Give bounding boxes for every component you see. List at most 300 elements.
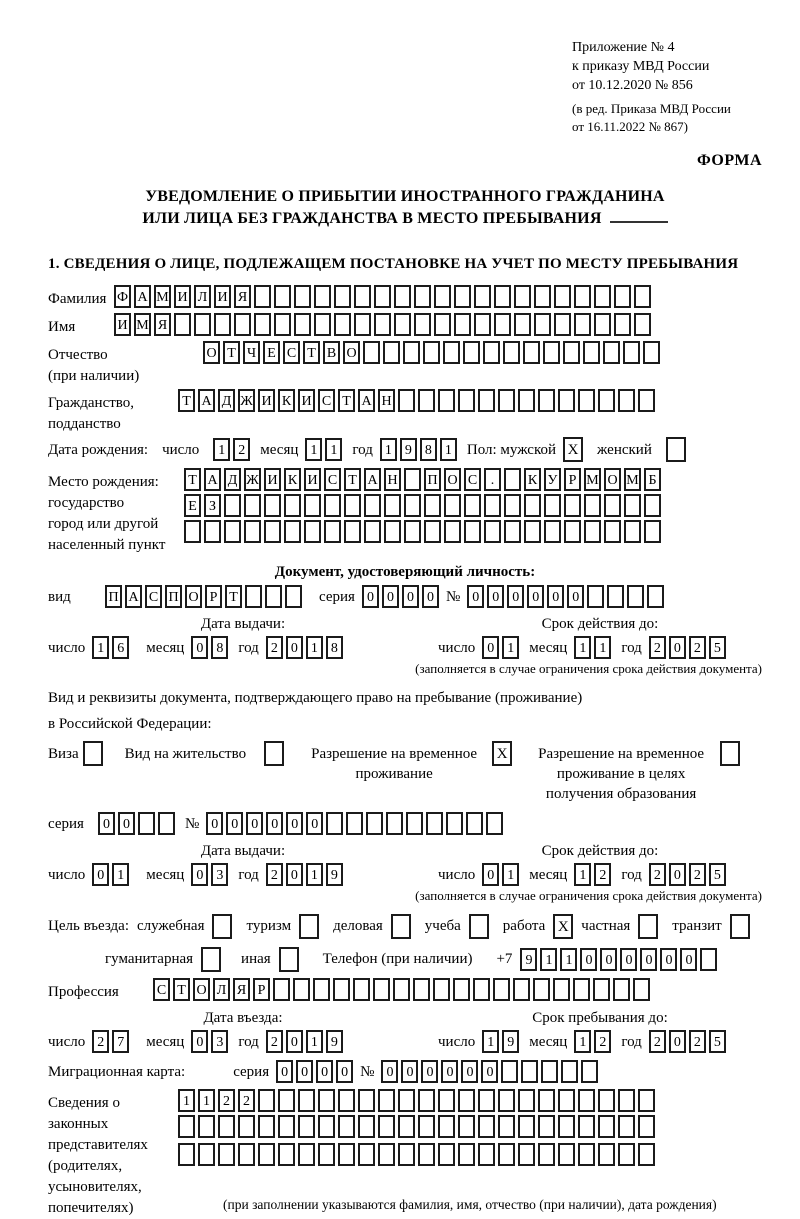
char-cell[interactable]: 2 <box>92 1030 109 1053</box>
purpose-official-checkbox[interactable] <box>212 914 232 939</box>
char-cell[interactable]: С <box>464 468 481 491</box>
char-cell[interactable]: 8 <box>326 636 343 659</box>
char-cell[interactable] <box>406 812 423 835</box>
purpose-humanitarian-checkbox[interactable] <box>201 947 221 972</box>
char-cell[interactable] <box>587 585 604 608</box>
char-cell[interactable]: 2 <box>266 863 283 886</box>
char-cell[interactable] <box>561 1060 578 1083</box>
char-cell[interactable] <box>344 520 361 543</box>
char-cell[interactable]: О <box>604 468 621 491</box>
char-cell[interactable] <box>498 1115 515 1138</box>
char-cell[interactable] <box>354 285 371 308</box>
char-cell[interactable] <box>484 520 501 543</box>
char-cell[interactable] <box>214 313 231 336</box>
char-cell[interactable] <box>638 1089 655 1112</box>
char-cell[interactable]: Ж <box>244 468 261 491</box>
char-cell[interactable]: 1 <box>305 438 322 461</box>
char-cell[interactable] <box>534 313 551 336</box>
char-cell[interactable] <box>184 520 201 543</box>
char-cell[interactable] <box>338 1089 355 1112</box>
char-cell[interactable] <box>373 978 390 1001</box>
char-cell[interactable] <box>398 1089 415 1112</box>
char-cell[interactable] <box>463 341 480 364</box>
char-cell[interactable]: 0 <box>669 636 686 659</box>
char-cell[interactable] <box>514 313 531 336</box>
char-cell[interactable] <box>234 313 251 336</box>
char-cell[interactable]: 1 <box>574 1030 591 1053</box>
char-cell[interactable]: А <box>364 468 381 491</box>
char-cell[interactable] <box>494 285 511 308</box>
char-cell[interactable] <box>274 285 291 308</box>
char-cell[interactable] <box>438 1115 455 1138</box>
char-cell[interactable] <box>647 585 664 608</box>
char-cell[interactable] <box>254 313 271 336</box>
char-cell[interactable]: 0 <box>422 585 439 608</box>
char-cell[interactable]: 0 <box>286 863 303 886</box>
char-cell[interactable] <box>624 520 641 543</box>
char-cell[interactable] <box>538 1089 555 1112</box>
char-cell[interactable]: 0 <box>276 1060 293 1083</box>
char-cell[interactable]: 3 <box>211 1030 228 1053</box>
char-cell[interactable] <box>318 1115 335 1138</box>
char-cell[interactable] <box>594 313 611 336</box>
char-cell[interactable]: 0 <box>669 1030 686 1053</box>
char-cell[interactable]: 0 <box>286 636 303 659</box>
char-cell[interactable] <box>604 494 621 517</box>
char-cell[interactable]: 0 <box>191 1030 208 1053</box>
char-cell[interactable]: 2 <box>218 1089 235 1112</box>
char-cell[interactable]: П <box>165 585 182 608</box>
purpose-other-checkbox[interactable] <box>279 947 299 972</box>
char-cell[interactable] <box>346 812 363 835</box>
char-cell[interactable] <box>446 812 463 835</box>
char-cell[interactable] <box>524 520 541 543</box>
char-cell[interactable]: И <box>214 285 231 308</box>
char-cell[interactable]: 0 <box>620 948 637 971</box>
char-cell[interactable]: 9 <box>520 948 537 971</box>
char-cell[interactable] <box>394 285 411 308</box>
char-cell[interactable]: 2 <box>266 1030 283 1053</box>
char-cell[interactable]: Т <box>178 389 195 412</box>
char-cell[interactable]: К <box>278 389 295 412</box>
char-cell[interactable] <box>264 494 281 517</box>
char-cell[interactable]: О <box>193 978 210 1001</box>
char-cell[interactable] <box>564 520 581 543</box>
char-cell[interactable]: О <box>343 341 360 364</box>
char-cell[interactable]: Р <box>564 468 581 491</box>
char-cell[interactable] <box>418 1115 435 1138</box>
char-cell[interactable]: 5 <box>709 1030 726 1053</box>
char-cell[interactable] <box>634 285 651 308</box>
char-cell[interactable]: Д <box>224 468 241 491</box>
char-cell[interactable] <box>434 313 451 336</box>
char-cell[interactable]: 0 <box>567 585 584 608</box>
char-cell[interactable]: 0 <box>316 1060 333 1083</box>
char-cell[interactable] <box>538 1115 555 1138</box>
char-cell[interactable] <box>378 1089 395 1112</box>
char-cell[interactable] <box>333 978 350 1001</box>
char-cell[interactable] <box>618 1089 635 1112</box>
char-cell[interactable] <box>245 585 262 608</box>
char-cell[interactable] <box>393 978 410 1001</box>
char-cell[interactable] <box>633 978 650 1001</box>
char-cell[interactable]: Т <box>184 468 201 491</box>
char-cell[interactable]: 0 <box>600 948 617 971</box>
char-cell[interactable]: 2 <box>689 1030 706 1053</box>
char-cell[interactable] <box>284 494 301 517</box>
char-cell[interactable]: А <box>134 285 151 308</box>
char-cell[interactable] <box>178 1115 195 1138</box>
char-cell[interactable] <box>604 520 621 543</box>
char-cell[interactable] <box>543 341 560 364</box>
purpose-transit-checkbox[interactable] <box>730 914 750 939</box>
char-cell[interactable] <box>224 520 241 543</box>
char-cell[interactable] <box>594 285 611 308</box>
char-cell[interactable]: 0 <box>191 863 208 886</box>
char-cell[interactable] <box>318 1089 335 1112</box>
char-cell[interactable]: 8 <box>420 438 437 461</box>
char-cell[interactable] <box>258 1089 275 1112</box>
char-cell[interactable] <box>458 1115 475 1138</box>
char-cell[interactable] <box>194 313 211 336</box>
char-cell[interactable]: О <box>444 468 461 491</box>
char-cell[interactable] <box>358 1115 375 1138</box>
char-cell[interactable]: 1 <box>440 438 457 461</box>
char-cell[interactable]: 1 <box>198 1089 215 1112</box>
char-cell[interactable]: 5 <box>709 636 726 659</box>
char-cell[interactable]: . <box>484 468 501 491</box>
char-cell[interactable]: М <box>134 313 151 336</box>
char-cell[interactable] <box>258 1115 275 1138</box>
char-cell[interactable]: М <box>624 468 641 491</box>
char-cell[interactable]: 1 <box>482 1030 499 1053</box>
char-cell[interactable]: К <box>284 468 301 491</box>
char-cell[interactable]: 0 <box>547 585 564 608</box>
char-cell[interactable] <box>513 978 530 1001</box>
char-cell[interactable]: П <box>105 585 122 608</box>
char-cell[interactable] <box>293 978 310 1001</box>
char-cell[interactable] <box>554 285 571 308</box>
char-cell[interactable]: 0 <box>246 812 263 835</box>
char-cell[interactable] <box>353 978 370 1001</box>
char-cell[interactable]: Т <box>173 978 190 1001</box>
char-cell[interactable] <box>158 812 175 835</box>
char-cell[interactable]: 0 <box>362 585 379 608</box>
char-cell[interactable] <box>304 494 321 517</box>
char-cell[interactable] <box>294 285 311 308</box>
char-cell[interactable] <box>504 494 521 517</box>
char-cell[interactable]: Е <box>263 341 280 364</box>
char-cell[interactable]: Л <box>213 978 230 1001</box>
char-cell[interactable]: 1 <box>178 1089 195 1112</box>
char-cell[interactable] <box>474 313 491 336</box>
char-cell[interactable] <box>473 978 490 1001</box>
char-cell[interactable] <box>504 468 521 491</box>
char-cell[interactable]: 0 <box>226 812 243 835</box>
char-cell[interactable] <box>643 341 660 364</box>
char-cell[interactable]: С <box>324 468 341 491</box>
char-cell[interactable] <box>383 341 400 364</box>
char-cell[interactable] <box>524 494 541 517</box>
char-cell[interactable] <box>264 520 281 543</box>
char-cell[interactable] <box>574 285 591 308</box>
char-cell[interactable]: Т <box>344 468 361 491</box>
char-cell[interactable]: 1 <box>502 863 519 886</box>
char-cell[interactable] <box>554 313 571 336</box>
char-cell[interactable]: Т <box>338 389 355 412</box>
char-cell[interactable]: З <box>204 494 221 517</box>
char-cell[interactable]: Т <box>225 585 242 608</box>
char-cell[interactable]: 0 <box>92 863 109 886</box>
char-cell[interactable]: 2 <box>266 636 283 659</box>
char-cell[interactable]: 0 <box>296 1060 313 1083</box>
char-cell[interactable] <box>478 1089 495 1112</box>
char-cell[interactable] <box>644 520 661 543</box>
char-cell[interactable] <box>404 468 421 491</box>
char-cell[interactable] <box>438 389 455 412</box>
char-cell[interactable]: 0 <box>191 636 208 659</box>
char-cell[interactable] <box>284 520 301 543</box>
char-cell[interactable] <box>384 494 401 517</box>
char-cell[interactable] <box>424 494 441 517</box>
char-cell[interactable] <box>398 1115 415 1138</box>
char-cell[interactable] <box>503 341 520 364</box>
char-cell[interactable] <box>498 1089 515 1112</box>
char-cell[interactable] <box>523 341 540 364</box>
char-cell[interactable]: 1 <box>306 1030 323 1053</box>
char-cell[interactable] <box>618 389 635 412</box>
char-cell[interactable] <box>433 978 450 1001</box>
char-cell[interactable]: В <box>323 341 340 364</box>
char-cell[interactable] <box>285 585 302 608</box>
char-cell[interactable]: 2 <box>238 1089 255 1112</box>
char-cell[interactable] <box>464 494 481 517</box>
char-cell[interactable]: 0 <box>482 863 499 886</box>
char-cell[interactable]: А <box>125 585 142 608</box>
char-cell[interactable] <box>174 313 191 336</box>
char-cell[interactable] <box>423 341 440 364</box>
char-cell[interactable]: 0 <box>286 812 303 835</box>
char-cell[interactable] <box>618 1115 635 1138</box>
char-cell[interactable]: 2 <box>649 863 666 886</box>
char-cell[interactable]: Ф <box>114 285 131 308</box>
char-cell[interactable] <box>521 1060 538 1083</box>
char-cell[interactable] <box>614 313 631 336</box>
char-cell[interactable] <box>314 313 331 336</box>
char-cell[interactable]: 0 <box>306 812 323 835</box>
char-cell[interactable] <box>244 494 261 517</box>
char-cell[interactable]: 0 <box>118 812 135 835</box>
char-cell[interactable] <box>394 313 411 336</box>
char-cell[interactable] <box>324 520 341 543</box>
char-cell[interactable] <box>254 285 271 308</box>
sex-female-checkbox[interactable] <box>666 437 686 462</box>
char-cell[interactable] <box>454 285 471 308</box>
char-cell[interactable] <box>338 1115 355 1138</box>
char-cell[interactable] <box>534 285 551 308</box>
char-cell[interactable] <box>504 520 521 543</box>
char-cell[interactable]: О <box>185 585 202 608</box>
char-cell[interactable] <box>644 494 661 517</box>
sex-male-checkbox[interactable]: X <box>563 437 583 462</box>
char-cell[interactable]: 1 <box>574 863 591 886</box>
char-cell[interactable]: 0 <box>381 1060 398 1083</box>
char-cell[interactable] <box>573 978 590 1001</box>
char-cell[interactable] <box>634 313 651 336</box>
char-cell[interactable] <box>218 1115 235 1138</box>
char-cell[interactable]: 0 <box>336 1060 353 1083</box>
char-cell[interactable] <box>558 1115 575 1138</box>
char-cell[interactable] <box>558 389 575 412</box>
char-cell[interactable] <box>444 494 461 517</box>
char-cell[interactable]: Я <box>233 978 250 1001</box>
char-cell[interactable]: И <box>264 468 281 491</box>
char-cell[interactable] <box>414 285 431 308</box>
char-cell[interactable]: 6 <box>112 636 129 659</box>
char-cell[interactable]: 0 <box>507 585 524 608</box>
char-cell[interactable] <box>541 1060 558 1083</box>
char-cell[interactable]: 0 <box>640 948 657 971</box>
char-cell[interactable] <box>453 978 470 1001</box>
char-cell[interactable]: 1 <box>560 948 577 971</box>
char-cell[interactable] <box>493 978 510 1001</box>
char-cell[interactable] <box>563 341 580 364</box>
char-cell[interactable] <box>386 812 403 835</box>
char-cell[interactable]: И <box>298 389 315 412</box>
char-cell[interactable] <box>544 494 561 517</box>
char-cell[interactable] <box>458 1089 475 1112</box>
char-cell[interactable]: 0 <box>266 812 283 835</box>
char-cell[interactable] <box>334 313 351 336</box>
char-cell[interactable]: Л <box>194 285 211 308</box>
char-cell[interactable] <box>581 1060 598 1083</box>
char-cell[interactable]: 0 <box>421 1060 438 1083</box>
char-cell[interactable] <box>244 520 261 543</box>
char-cell[interactable]: М <box>584 468 601 491</box>
char-cell[interactable] <box>138 812 155 835</box>
char-cell[interactable]: 1 <box>325 438 342 461</box>
char-cell[interactable] <box>314 285 331 308</box>
char-cell[interactable] <box>598 389 615 412</box>
char-cell[interactable] <box>627 585 644 608</box>
char-cell[interactable]: Р <box>253 978 270 1001</box>
char-cell[interactable]: 0 <box>487 585 504 608</box>
char-cell[interactable] <box>294 313 311 336</box>
char-cell[interactable] <box>518 1115 535 1138</box>
char-cell[interactable] <box>638 389 655 412</box>
char-cell[interactable]: 2 <box>649 636 666 659</box>
char-cell[interactable]: Ч <box>243 341 260 364</box>
char-cell[interactable]: 7 <box>112 1030 129 1053</box>
char-cell[interactable] <box>384 520 401 543</box>
char-cell[interactable]: 1 <box>502 636 519 659</box>
char-cell[interactable]: С <box>318 389 335 412</box>
char-cell[interactable] <box>443 341 460 364</box>
char-cell[interactable]: 0 <box>467 585 484 608</box>
char-cell[interactable] <box>404 520 421 543</box>
char-cell[interactable]: 5 <box>709 863 726 886</box>
char-cell[interactable] <box>574 313 591 336</box>
char-cell[interactable] <box>538 389 555 412</box>
char-cell[interactable] <box>607 585 624 608</box>
char-cell[interactable]: К <box>524 468 541 491</box>
char-cell[interactable]: 0 <box>206 812 223 835</box>
char-cell[interactable] <box>498 389 515 412</box>
char-cell[interactable] <box>638 1115 655 1138</box>
char-cell[interactable]: 2 <box>689 636 706 659</box>
char-cell[interactable] <box>198 1115 215 1138</box>
char-cell[interactable]: 0 <box>481 1060 498 1083</box>
char-cell[interactable] <box>514 285 531 308</box>
purpose-private-checkbox[interactable] <box>638 914 658 939</box>
char-cell[interactable]: 0 <box>402 585 419 608</box>
char-cell[interactable]: Ж <box>238 389 255 412</box>
char-cell[interactable]: С <box>145 585 162 608</box>
char-cell[interactable] <box>334 285 351 308</box>
char-cell[interactable] <box>518 1089 535 1112</box>
char-cell[interactable] <box>313 978 330 1001</box>
char-cell[interactable] <box>564 494 581 517</box>
char-cell[interactable] <box>478 389 495 412</box>
option-temp-residence-checkbox[interactable]: X <box>492 741 512 766</box>
char-cell[interactable]: 2 <box>649 1030 666 1053</box>
char-cell[interactable] <box>454 313 471 336</box>
purpose-study-checkbox[interactable] <box>469 914 489 939</box>
char-cell[interactable] <box>584 520 601 543</box>
char-cell[interactable] <box>553 978 570 1001</box>
char-cell[interactable] <box>298 1115 315 1138</box>
char-cell[interactable] <box>298 1089 315 1112</box>
char-cell[interactable] <box>584 494 601 517</box>
char-cell[interactable]: И <box>114 313 131 336</box>
char-cell[interactable] <box>324 494 341 517</box>
char-cell[interactable] <box>273 978 290 1001</box>
char-cell[interactable] <box>598 1115 615 1138</box>
char-cell[interactable]: 2 <box>689 863 706 886</box>
char-cell[interactable] <box>614 285 631 308</box>
char-cell[interactable]: Н <box>384 468 401 491</box>
option-visa-checkbox[interactable] <box>83 741 103 766</box>
char-cell[interactable] <box>466 812 483 835</box>
char-cell[interactable] <box>623 341 640 364</box>
char-cell[interactable] <box>501 1060 518 1083</box>
char-cell[interactable] <box>418 1089 435 1112</box>
char-cell[interactable]: 9 <box>326 863 343 886</box>
char-cell[interactable] <box>483 341 500 364</box>
char-cell[interactable]: 0 <box>482 636 499 659</box>
char-cell[interactable]: 0 <box>461 1060 478 1083</box>
char-cell[interactable]: 0 <box>286 1030 303 1053</box>
char-cell[interactable]: 1 <box>92 636 109 659</box>
char-cell[interactable]: 1 <box>306 863 323 886</box>
char-cell[interactable]: С <box>283 341 300 364</box>
char-cell[interactable] <box>484 494 501 517</box>
char-cell[interactable]: 1 <box>306 636 323 659</box>
char-cell[interactable] <box>374 285 391 308</box>
char-cell[interactable]: П <box>424 468 441 491</box>
char-cell[interactable]: 0 <box>382 585 399 608</box>
char-cell[interactable] <box>518 389 535 412</box>
char-cell[interactable] <box>358 1089 375 1112</box>
char-cell[interactable]: И <box>174 285 191 308</box>
option-temp-residence-education-checkbox[interactable] <box>720 741 740 766</box>
char-cell[interactable] <box>224 494 241 517</box>
char-cell[interactable]: 2 <box>594 863 611 886</box>
char-cell[interactable] <box>494 313 511 336</box>
char-cell[interactable]: Е <box>184 494 201 517</box>
char-cell[interactable]: Я <box>234 285 251 308</box>
char-cell[interactable] <box>403 341 420 364</box>
